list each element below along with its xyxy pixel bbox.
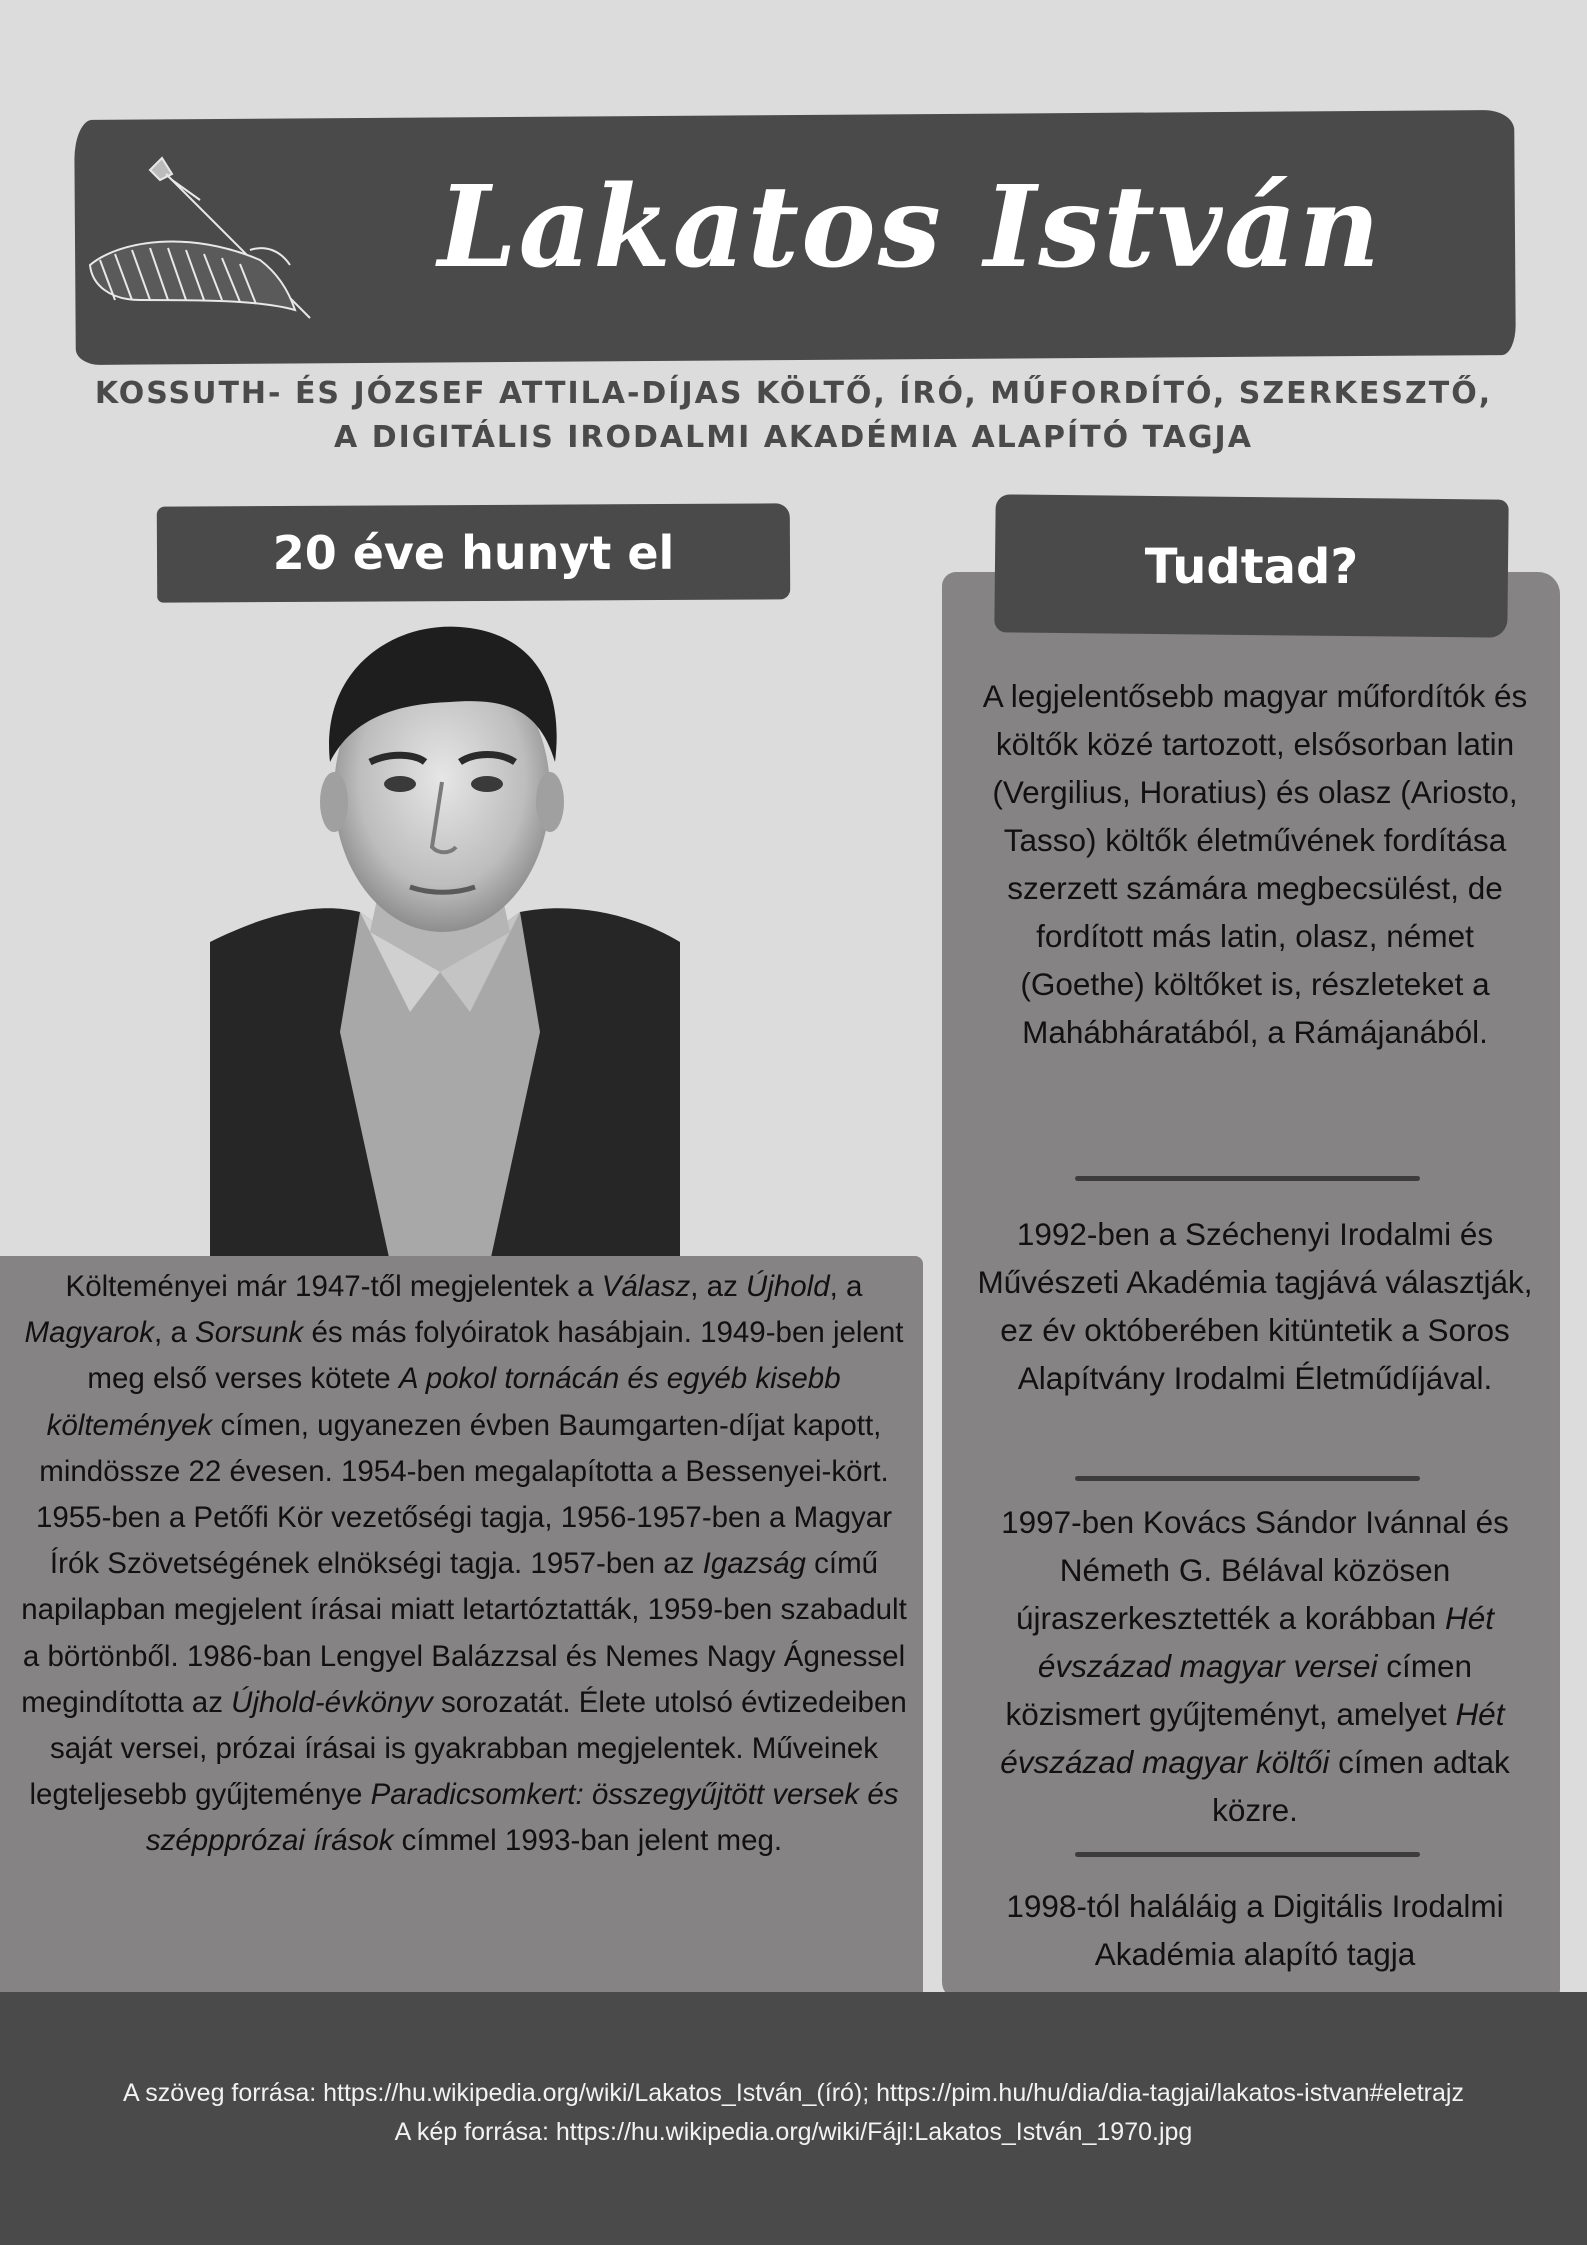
bio-segment: , a: [154, 1316, 196, 1350]
divider-2: [1075, 1476, 1420, 1481]
quill-pen-icon: [80, 150, 350, 325]
bio-title-evkonyv: Újhold-évkönyv: [231, 1685, 433, 1719]
bio-title-igazsag: Igazság: [702, 1547, 806, 1581]
subtitle-line-2: A DIGITÁLIS IRODALMI AKADÉMIA ALAPÍTÓ TAGJA: [334, 420, 1253, 455]
fact-paragraph-3: [970, 1498, 1540, 1834]
bio-segment: sorozatát. Élete utolsó évtizedeiben saját versei, prózai írásai is gyakrabban megjelentek. Műveinek legteljesebb gyűjteménye: [29, 1685, 907, 1812]
fact-paragraph-2: 1992-ben a Széchenyi Irodalmi és Művészeti Akadémia tagjává választják, ez év októberében kitüntetik a Soros Alapítvány Irodalmi Életműdíjával.: [977, 1216, 1533, 1396]
bio-segment: és más folyóiratok hasábjain. 1949-ben jelent meg első verses kötete: [87, 1316, 904, 1396]
bio-title-magyarok: Magyarok: [24, 1316, 155, 1350]
bio-segment: című napilapban megjelent írásai miatt letartóztatták, 1959-ben szabadult a börtönből. 1986-ban Lengyel Balázzsal és Nemes Nagy Ágnessel megindította az: [21, 1547, 907, 1719]
bio-title-ujhold: Újhold: [746, 1270, 830, 1303]
divider-3: [1075, 1852, 1420, 1857]
bio-segment: Költeményei már 1947-től megjelentek a: [65, 1270, 602, 1303]
fact-segment: 1997-ben Kovács Sándor Ivánnal és Németh G. Bélával közösen újraszerkesztették a korábban: [1001, 1504, 1509, 1636]
bio-segment: címmel 1993-ban jelent meg.: [393, 1824, 783, 1858]
fact-title-het-evszazad-versei: Hét évszázad magyar versei: [1037, 1600, 1494, 1684]
fact-title-het-evszazad-koltoi: Hét évszázad magyar költői: [1000, 1696, 1505, 1780]
left-header-label: 20 éve hunyt el: [272, 526, 675, 580]
image-source: A kép forrása: https://hu.wikipedia.org/wiki/Fájl:Lakatos_István_1970.jpg: [394, 2118, 1193, 2146]
fact-paragraph-1: A legjelentősebb magyar műfordítók és költők közé tartozott, elsősorban latin (Vergilius, Horatius) és olasz (Ariosto, Tasso) költők életművének fordítása szerzett számára megbecsülést, de fordított más latin, olasz, német (Goethe) költőket is, részleteket a Mahábháratából, a Rámájanából.: [982, 678, 1528, 1050]
page-title: Lakatos István: [437, 162, 1383, 293]
portrait-photo: [210, 612, 680, 1262]
bio-title-pokol: A pokol tornácán és egyéb kisebb költemények: [46, 1362, 841, 1442]
fact-paragraph-4: 1998-tól haláláig a Digitális Irodalmi Akadémia alapító tagja: [1006, 1888, 1504, 1972]
right-header-label: Tudtad?: [1144, 539, 1359, 595]
footer-sources: [100, 2074, 1487, 2152]
text-source: A szöveg forrása: https://hu.wikipedia.org/wiki/Lakatos_István_(író); https://pim.hu/hu/dia/dia-tagjai/lakatos-istvan#eletrajz: [123, 2079, 1464, 2107]
bio-title-paradicsom: Paradicsomkert: összegyűjtött versek és széppprózai írások: [145, 1778, 899, 1858]
bio-title-sorsunk: Sorsunk: [195, 1316, 304, 1350]
subtitle: [90, 372, 1497, 460]
biography-text: [14, 1264, 914, 1865]
divider-1: [1075, 1176, 1420, 1181]
bio-segment: , az: [690, 1270, 747, 1303]
bio-segment: , a: [829, 1270, 863, 1303]
fact-segment: címen közismert gyűjteményt, amelyet: [1005, 1648, 1473, 1732]
bio-title-valasz: Válasz: [601, 1270, 691, 1303]
bio-segment: címen, ugyanezen évben Baumgarten-díjat kapott, mindössze 22 évesen. 1954-ben megalapította a Bessenyei-kört. 1955-ben a Petőfi Kör vezetőségi tagja, 1956-1957-ben a Magyar Írók Szövetségének elnökségi tagja. 1957-ben az: [35, 1408, 893, 1581]
fact-segment: címen adtak közre.: [1212, 1744, 1510, 1828]
subtitle-line-1: KOSSUTH- ÉS JÓZSEF ATTILA-DÍJAS KÖLTŐ, ÍRÓ, MŰFORDÍTÓ, SZERKESZTŐ,: [94, 376, 1493, 411]
